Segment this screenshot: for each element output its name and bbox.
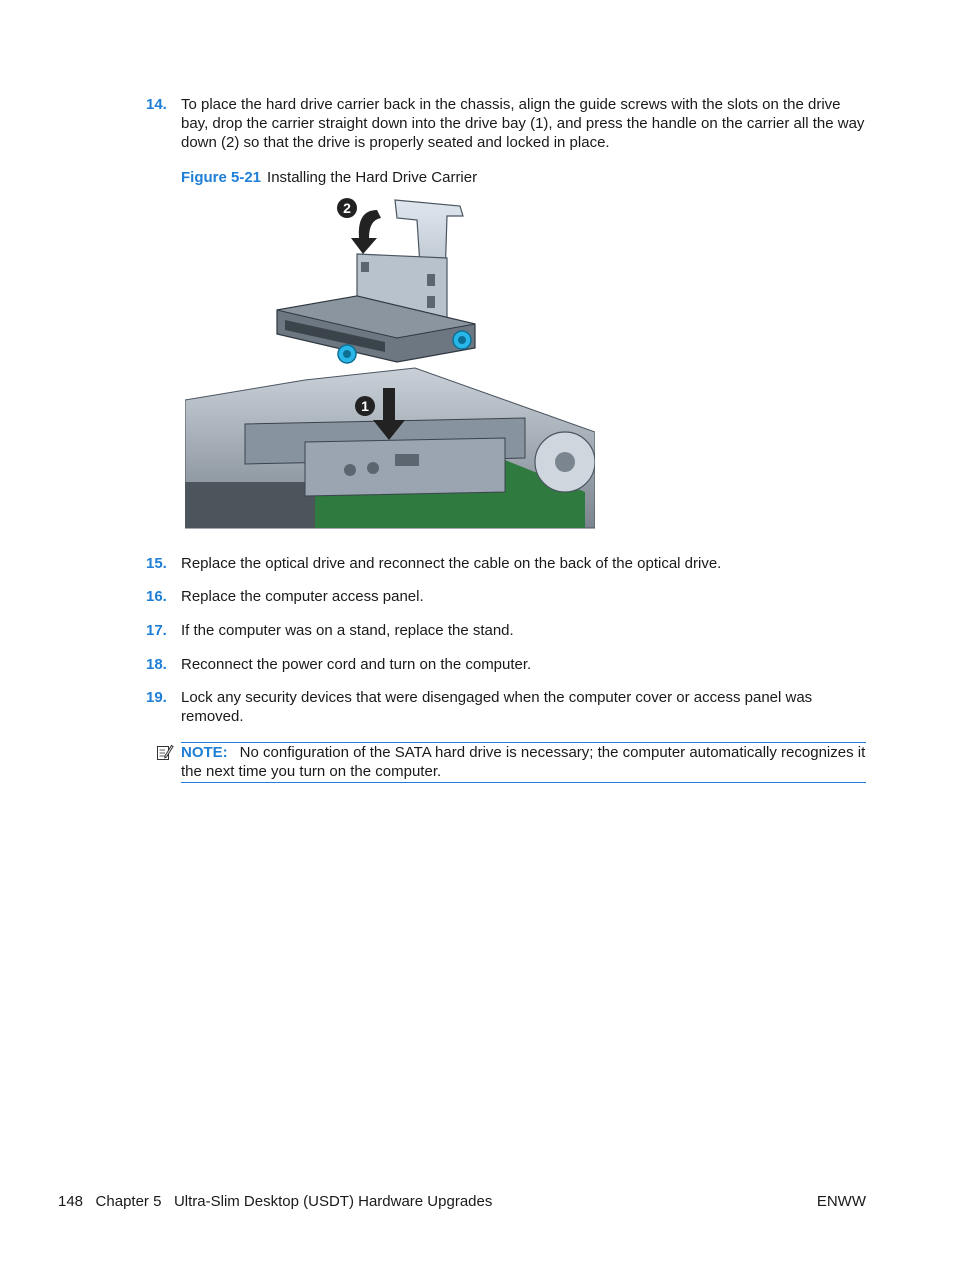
figure-label: Figure 5-21 [181, 169, 262, 186]
callout-1: 1 [361, 398, 369, 414]
step-number: 14. [146, 96, 167, 113]
step-text: To place the hard drive carrier back in the chassis, align the guide screws with the slots on the drive bay, drop the carrier straight down into the drive bay (1), and press the handle on the carrier all the way down (2) so that the drive is properly seated and locked in place. [181, 96, 865, 151]
callout-2: 2 [343, 200, 351, 216]
note-pencil-icon [156, 743, 174, 761]
page-footer [58, 1192, 866, 1211]
step-text: Lock any security devices that were disengaged when the computer cover or access panel was removed. [181, 689, 813, 725]
step-number: 15. [146, 555, 167, 572]
step-text: Replace the optical drive and reconnect the cable on the back of the optical drive. [181, 555, 722, 572]
footer-right: ENWW [816, 1193, 866, 1210]
note-text: No configuration of the SATA hard drive is necessary; the computer automatically recognizes it the next time you turn on the computer. [181, 744, 866, 780]
figure-caption [181, 168, 477, 187]
note-label: NOTE: [181, 744, 228, 761]
step-text: If the computer was on a stand, replace the stand. [181, 622, 514, 639]
hard-drive-carrier-illustration [185, 192, 595, 534]
step-text: Replace the computer access panel. [181, 588, 424, 605]
footer-chapter: Chapter 5 [95, 1193, 162, 1210]
step-number: 16. [146, 588, 167, 605]
step-number: 19. [146, 689, 167, 706]
page-number: 148 [58, 1193, 84, 1210]
step-number: 17. [146, 622, 167, 639]
note-box [181, 742, 866, 783]
footer-title: Ultra-Slim Desktop (USDT) Hardware Upgrades [173, 1193, 493, 1210]
step-number: 18. [146, 656, 167, 673]
figure-title: Installing the Hard Drive Carrier [267, 169, 478, 186]
step-text: Reconnect the power cord and turn on the computer. [181, 656, 532, 673]
